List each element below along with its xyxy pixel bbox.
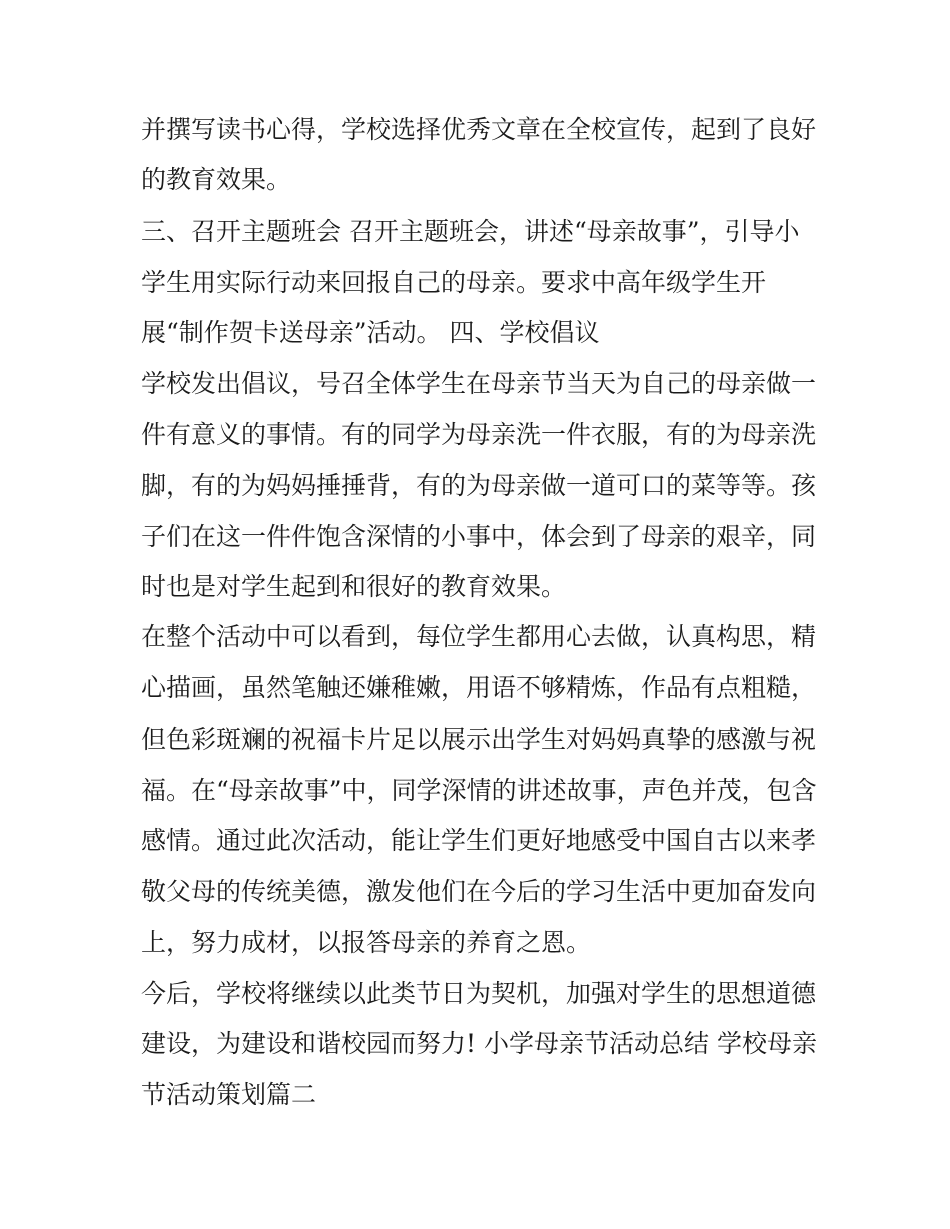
text-line: 三、召开主题班会 召开主题班会，讲述“母亲故事”，引导小 <box>141 217 800 246</box>
text-line: 心描画，虽然笔触还嫌稚嫩，用语不够精炼，作品有点粗糙， <box>141 673 817 702</box>
text-line: 并撰写读书心得，学校选择优秀文章在全校宣传，起到了良好 <box>141 115 817 144</box>
text-line: 脚，有的为妈妈捶捶背，有的为母亲做一道可口的菜等等。孩 <box>141 471 817 500</box>
text-line: 感情。通过此次活动，能让学生们更好地感受中国自古以来孝 <box>141 826 817 855</box>
text-line: 上，努力成材，以报答母亲的养育之恩。 <box>141 928 592 957</box>
text-line: 学校发出倡议，号召全体学生在母亲节当天为自己的母亲做一 <box>141 369 817 398</box>
text-line: 节活动策划篇二 <box>141 1080 317 1109</box>
text-line: 在整个活动中可以看到，每位学生都用心去做，认真构思，精 <box>141 622 817 651</box>
text-line: 福。在“母亲故事”中，同学深情的讲述故事，声色并茂，包含 <box>141 776 817 805</box>
text-line: 展“制作贺卡送母亲”活动。 四、学校倡议 <box>141 318 600 347</box>
text-line: 建设，为建设和谐校园而努力! 小学母亲节活动总结 学校母亲 <box>141 1029 817 1058</box>
text-line: 今后，学校将继续以此类节日为契机，加强对学生的思想道德 <box>141 979 817 1008</box>
text-line: 子们在这一件件饱含深情的小事中，体会到了母亲的艰辛，同 <box>141 522 817 551</box>
text-line: 件有意义的事情。有的同学为母亲洗一件衣服，有的为母亲洗 <box>141 420 817 449</box>
text-line: 学生用实际行动来回报自己的母亲。要求中高年级学生开 <box>141 268 767 297</box>
text-line: 时也是对学生起到和很好的教育效果。 <box>141 572 567 601</box>
text-line: 敬父母的传统美德，激发他们在今后的学习生活中更加奋发向 <box>141 877 817 906</box>
text-line: 但色彩斑斓的祝福卡片足以展示出学生对妈妈真挚的感激与祝 <box>141 725 817 754</box>
text-line: 的教育效果。 <box>141 165 292 194</box>
